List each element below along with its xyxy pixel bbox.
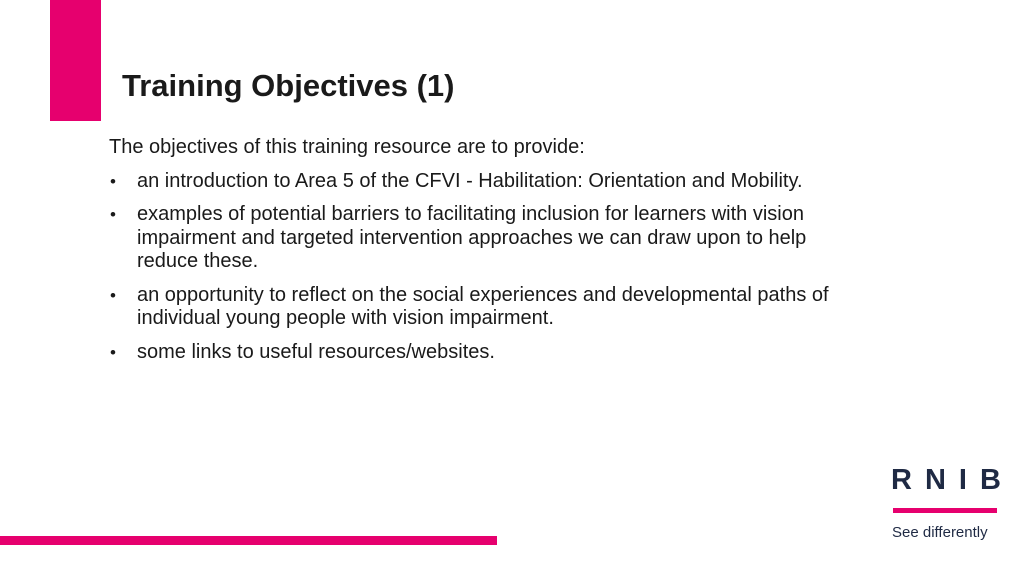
objectives-list bbox=[109, 170, 869, 365]
slide-title: Training Objectives (1) bbox=[122, 68, 455, 103]
bullet-icon: • bbox=[110, 285, 116, 305]
list-item bbox=[109, 284, 869, 331]
bullet-icon: • bbox=[110, 171, 116, 191]
slide-body bbox=[109, 136, 869, 374]
title-accent-block bbox=[50, 0, 101, 121]
logo-underline bbox=[893, 508, 997, 513]
list-item-text: some links to useful resources/websites. bbox=[137, 340, 495, 363]
list-item bbox=[109, 203, 869, 274]
list-item-text: an introduction to Area 5 of the CFVI - Habilitation: Orientation and Mobility. bbox=[137, 169, 803, 192]
footer-accent-bar bbox=[0, 536, 497, 545]
list-item bbox=[109, 341, 869, 365]
bullet-icon: • bbox=[110, 342, 116, 362]
bullet-icon: • bbox=[110, 205, 116, 224]
list-item-text: examples of potential barriers to facilitating inclusion for learners with vision impairment and targeted intervention approaches we can draw upon to help reduce these. bbox=[137, 203, 807, 272]
list-item-text: an opportunity to reflect on the social experiences and developmental paths of individual young people with vision impairment. bbox=[137, 283, 829, 329]
intro-text: The objectives of this training resource are to provide: bbox=[109, 136, 585, 158]
logo-wordmark: RNIB bbox=[891, 464, 1014, 496]
logo-tagline: See differently bbox=[892, 524, 988, 541]
rnib-logo bbox=[891, 464, 1014, 548]
list-item bbox=[109, 170, 869, 194]
